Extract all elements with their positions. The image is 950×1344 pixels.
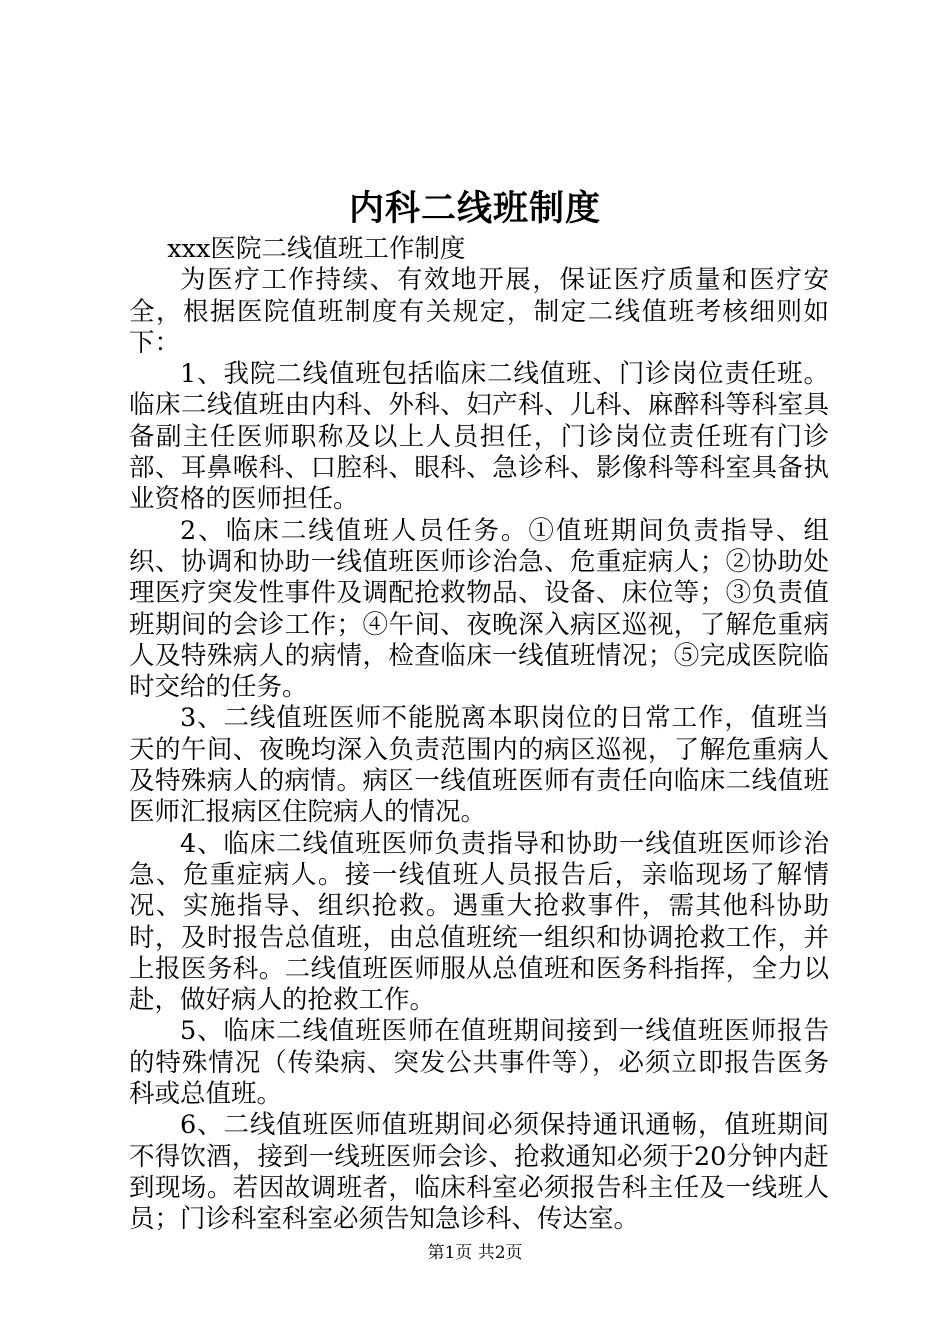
paragraph-item-3: 3、二线值班医师不能脱离本职岗位的日常工作，值班当天的午间、夜晚均深入负责范围内的病区巡视，了解危重病人及特殊病人的病情。病区一线值班医师有责任向临床二线值班医师汇报病区住院病人的情况。 (129, 703, 829, 828)
paragraph-item-4: 4、临床二线值班医师负责指导和协助一线值班医师诊治急、危重症病人。接一线值班人员报告后，亲临现场了解情况、实施指导、组织抢救。遇重大抢救事件，需其他科协助时，及时报告总值班，由总值班统一组织和协调抢救工作，并上报医务科。二线值班医师服从总值班和医务科指挥，全力以赴，做好病人的抢救工作。 (129, 828, 829, 1016)
document-title: 内科二线班制度 (348, 189, 601, 229)
paragraph-intro: 为医疗工作持续、有效地开展，保证医疗质量和医疗安全，根据医院值班制度有关规定，制定二线值班考核细则如下： (129, 265, 829, 358)
paragraph-item-6: 6、二线值班医师值班期间必须保持通讯通畅，值班期间不得饮酒，接到一线班医师会诊、抢救通知必须于20分钟内赶到现场。若因故调班者，临床科室必须报告科主任及一线班人员；门诊科室科室必须告知急诊科、传达室。 (129, 1110, 829, 1235)
document-body (129, 234, 829, 1236)
page-footer: 第1页 共2页 (427, 1243, 523, 1263)
paragraph-item-1: 1、我院二线值班包括临床二线值班、门诊岗位责任班。临床二线值班由内科、外科、妇产科、儿科、麻醉科等科室具备副主任医师职称及以上人员担任，门诊岗位责任班有门诊部、耳鼻喉科、口腔科、眼科、急诊科、影像科等科室具备执业资格的医师担任。 (129, 359, 829, 515)
paragraph-item-5: 5、临床二线值班医师在值班期间接到一线值班医师报告的特殊情况（传染病、突发公共事件等），必须立即报告医务科或总值班。 (129, 1016, 829, 1110)
document-subtitle: xxx医院二线值班工作制度 (167, 234, 466, 264)
paragraph-item-2: 2、临床二线值班人员任务。①值班期间负责指导、组织、协调和协助一线值班医师诊治急、危重症病人；②协助处理医疗突发性事件及调配抢救物品、设备、床位等；③负责值班期间的会诊工作；④午间、夜晚深入病区巡视，了解危重病人及特殊病人的病情，检查临床一线值班情况；⑤完成医院临时交给的任务。 (129, 515, 829, 703)
